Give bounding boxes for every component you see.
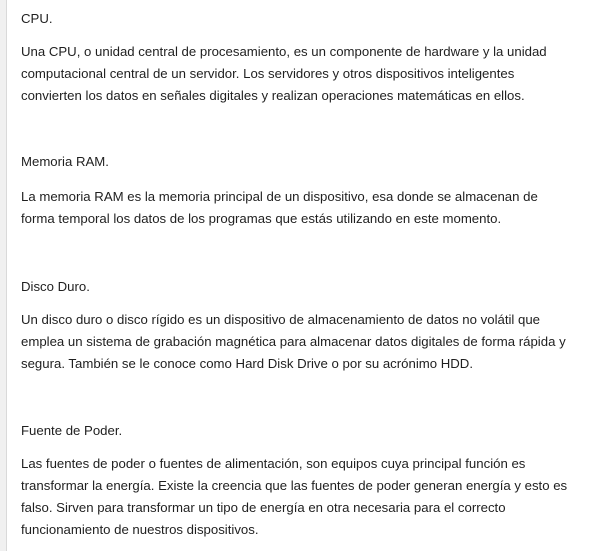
paragraph-line: segura. También se le conoce como Hard Disk Drive o por su acrónimo HDD. — [21, 356, 473, 371]
paragraph-line: funcionamiento de nuestros dispositivos. — [21, 522, 259, 537]
paragraph-line: falso. Sirven para transformar un tipo de energía en otra necesaria para el correcto — [21, 500, 506, 515]
paragraph-line: La memoria RAM es la memoria principal de un dispositivo, esa donde se almacenan de — [21, 189, 538, 204]
paragraph-memoria-ram — [21, 186, 596, 230]
paragraph-disco-duro — [21, 309, 596, 375]
heading-fuente-de-poder: Fuente de Poder. — [21, 423, 123, 438]
paragraph-line: Las fuentes de poder o fuentes de alimentación, son equipos cuya principal función es — [21, 456, 526, 471]
paragraph-line: convierten los datos en señales digitales y realizan operaciones matemáticas en ellos. — [21, 88, 525, 103]
paragraph-line: Un disco duro o disco rígido es un dispositivo de almacenamiento de datos no volátil que — [21, 312, 541, 327]
paragraph-line: computacional central de un servidor. Los servidores y otros dispositivos inteligentes — [21, 66, 515, 81]
paragraph-line: forma temporal los datos de los programas que estás utilizando en este momento. — [21, 211, 502, 226]
heading-cpu: CPU. — [21, 11, 53, 26]
paragraph-line: transformar la energía. Existe la creencia que las fuentes de poder generan energía y esto es — [21, 478, 568, 493]
page-margin-edge — [0, 0, 7, 551]
heading-memoria-ram: Memoria RAM. — [21, 154, 109, 169]
paragraph-fuente-de-poder — [21, 453, 596, 541]
paragraph-line: Una CPU, o unidad central de procesamiento, es un componente de hardware y la unidad — [21, 44, 547, 59]
heading-disco-duro: Disco Duro. — [21, 279, 90, 294]
paragraph-line: emplea un sistema de grabación magnética para almacenar datos digitales de forma rápida y — [21, 334, 566, 349]
paragraph-cpu — [21, 41, 596, 107]
